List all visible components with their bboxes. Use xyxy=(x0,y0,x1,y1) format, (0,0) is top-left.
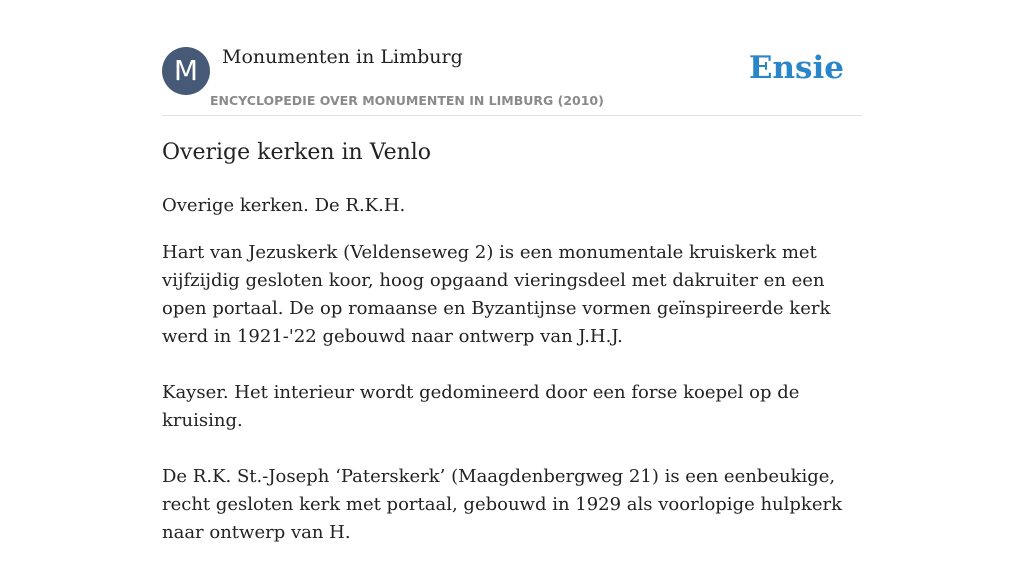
site-subtitle: ENCYCLOPEDIE OVER MONUMENTEN IN LIMBURG (2010) xyxy=(210,93,604,108)
content-container xyxy=(162,0,862,543)
site-header xyxy=(162,0,862,116)
ensie-logo[interactable]: Ensie xyxy=(748,50,844,86)
avatar[interactable]: M xyxy=(162,47,210,95)
article-paragraph: Hart van Jezuskerk (Veldenseweg 2) is een monumentale kruiskerk met vijfzijdig gesloten koor, hoog opgaand vieringsdeel met dakruiter en een open portaal. De op romaanse en Byzantijnse vormen geïnspireerde kerk werd in 1921-'22 gebouwd naar ontwerp van J.H.J. xyxy=(162,242,831,347)
article-paragraph: De R.K. St.-Joseph ‘Paterskerk’ (Maagdenbergweg 21) is een eenbeukige, recht gesloten kerk met portaal, gebouwd in 1929 als voorlopige hulpkerk naar ontwerp van H. xyxy=(162,466,843,543)
article-title: Overige kerken in Venlo xyxy=(162,140,432,165)
site-title-link[interactable]: Monumenten in Limburg xyxy=(222,46,463,68)
article-paragraph: Kayser. Het interieur wordt gedomineerd door een forse koepel op de kruising. xyxy=(162,382,800,431)
article-body xyxy=(162,192,862,575)
article-intro: Overige kerken. De R.K.H. xyxy=(162,195,406,216)
